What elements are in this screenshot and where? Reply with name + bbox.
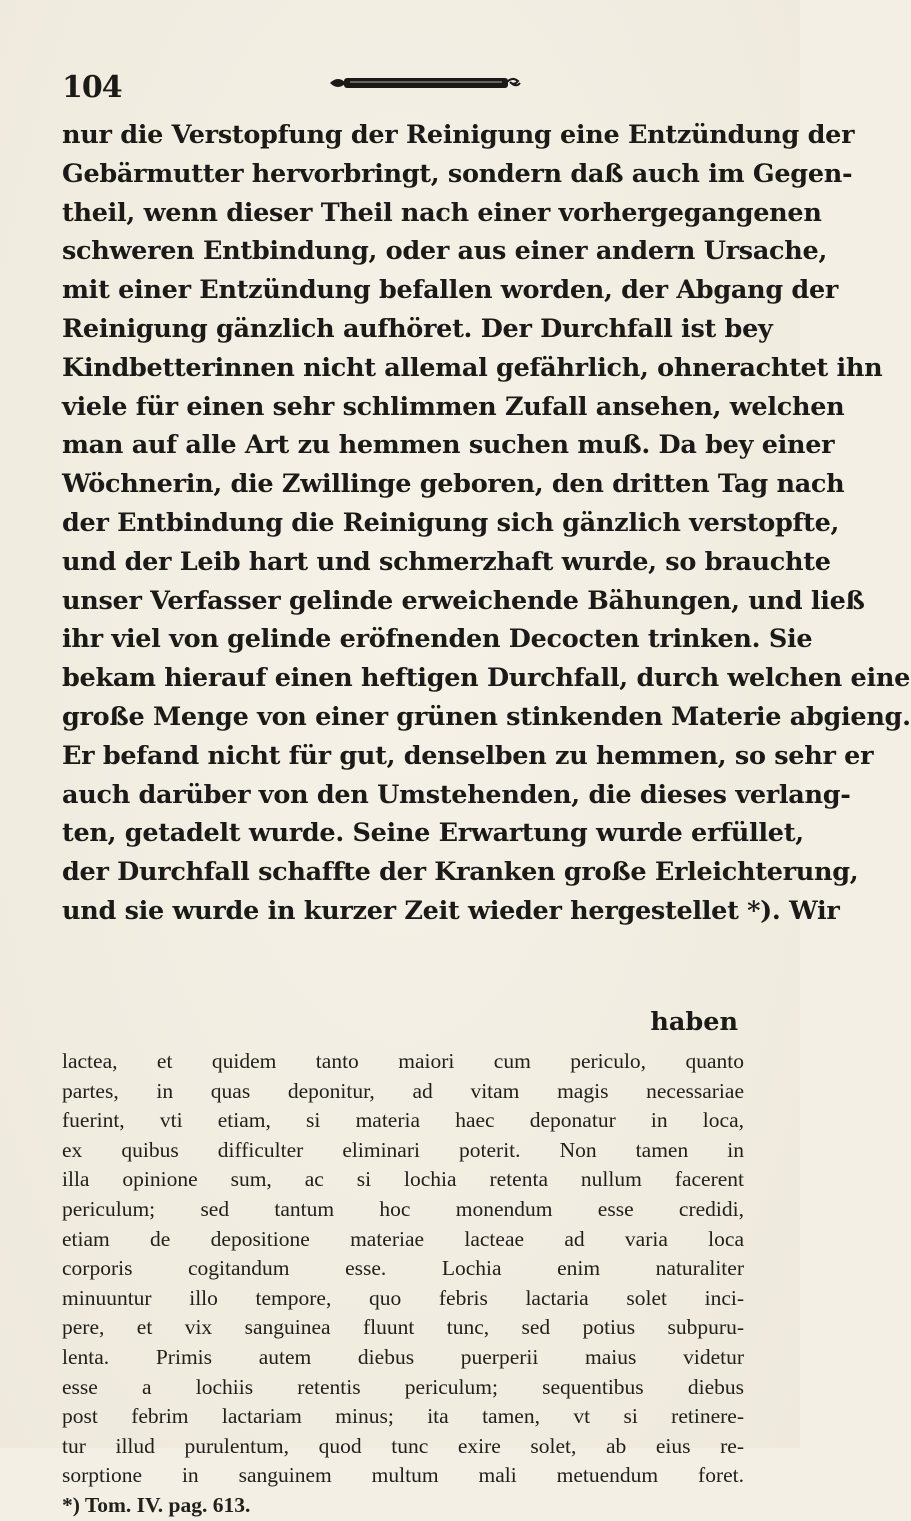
footnote-line: tur illud purulentum, quod tunc exire solet, ab eius re- (62, 1433, 744, 1458)
footnote (62, 1047, 744, 1521)
text-line: nur die Verstopfung der Reinigung eine Entzündung der (62, 120, 855, 150)
footnote-line: partes, in quas deponitur, ad vitam magis necessariae (62, 1078, 744, 1103)
page-number: 104 (62, 70, 122, 105)
text-line: große Menge von einer grünen stinkenden Materie abgieng. (62, 701, 911, 732)
text-line: Reinigung gänzlich aufhöret. Der Durchfall ist bey (62, 313, 773, 344)
text-line: auch darüber von den Umstehenden, die dieses verlang- (62, 779, 851, 810)
text-line: viele für einen sehr schlimmen Zufall ansehen, welchen (62, 391, 845, 422)
footnote-line: pere, et vix sanguinea fluunt tunc, sed potius subpuru- (62, 1315, 744, 1340)
text-line: mit einer Entzündung befallen worden, der Abgang der (62, 275, 839, 306)
footnote-line: etiam de depositione materiae lacteae ad varia loca (62, 1226, 744, 1251)
text-line: der Entbindung die Reinigung sich gänzlich verstopfte, (62, 507, 840, 538)
footnote-line: minuuntur illo tempore, quo febris lactaria solet inci- (62, 1285, 744, 1310)
decorative-rule-icon (324, 74, 524, 92)
footnote-line: lactea, et quidem tanto maiori cum periculo, quanto (62, 1049, 744, 1073)
text-line: ten, getadelt wurde. Seine Erwartung wurde erfüllet, (62, 818, 804, 849)
page-header (62, 62, 742, 105)
footnote-line: esse a lochiis retentis periculum; sequentibus diebus (62, 1374, 744, 1399)
footnote-line: lenta. Primis autem diebus puerperii maius videtur (62, 1344, 744, 1369)
footnote-line: post febrim lactariam minus; ita tamen, vt si retinere- (62, 1404, 744, 1429)
footnote-reference: *) Tom. IV. pag. 613. (62, 1492, 251, 1517)
footnote-line: ex quibus difficulter eliminari poterit. Non tamen in (62, 1137, 744, 1162)
text-line: Kindbetterinnen nicht allemal gefährlich, ohnerachtet ihn (62, 352, 883, 383)
main-text (62, 116, 911, 931)
footnote-line: illa opinione sum, ac si lochia retenta nullum facerent (62, 1167, 744, 1192)
text-line: man auf alle Art zu hemmen suchen muß. Da bey einer (62, 430, 835, 461)
footnote-line: periculum; sed tantum hoc monendum esse credidi, (62, 1196, 744, 1221)
text-line: Wöchnerin, die Zwillinge geboren, den dritten Tag nach (62, 469, 845, 500)
text-line: Gebärmutter hervorbringt, sondern daß auch im Gegen- (62, 158, 853, 189)
text-line: bekam hierauf einen heftigen Durchfall, durch welchen eine (62, 663, 911, 694)
footnote-line: fuerint, vti etiam, si materia haec deponatur in loca, (62, 1108, 744, 1133)
footnote-line: sorptione in sanguinem multum mali metuendum foret. (62, 1463, 744, 1488)
catchword: haben (650, 1007, 738, 1037)
text-line: der Durchfall schaffte der Kranken große Erleichterung, (62, 857, 859, 888)
text-line: ihr viel von gelinde eröfnenden Decocten trinken. Sie (62, 624, 813, 655)
text-line: schweren Entbindung, oder aus einer andern Ursache, (62, 236, 828, 267)
footnote-line: corporis cogitandum esse. Lochia enim naturaliter (62, 1256, 744, 1281)
text-line: unser Verfasser gelinde erweichende Bähungen, und ließ (62, 585, 865, 616)
text-line: theil, wenn dieser Theil nach einer vorhergegangenen (62, 197, 822, 228)
text-line: und sie wurde in kurzer Zeit wieder hergestellet *). Wir (62, 895, 840, 926)
text-line: Er befand nicht für gut, denselben zu hemmen, so sehr er (62, 740, 874, 771)
text-line: und der Leib hart und schmerzhaft wurde, so brauchte (62, 546, 831, 577)
